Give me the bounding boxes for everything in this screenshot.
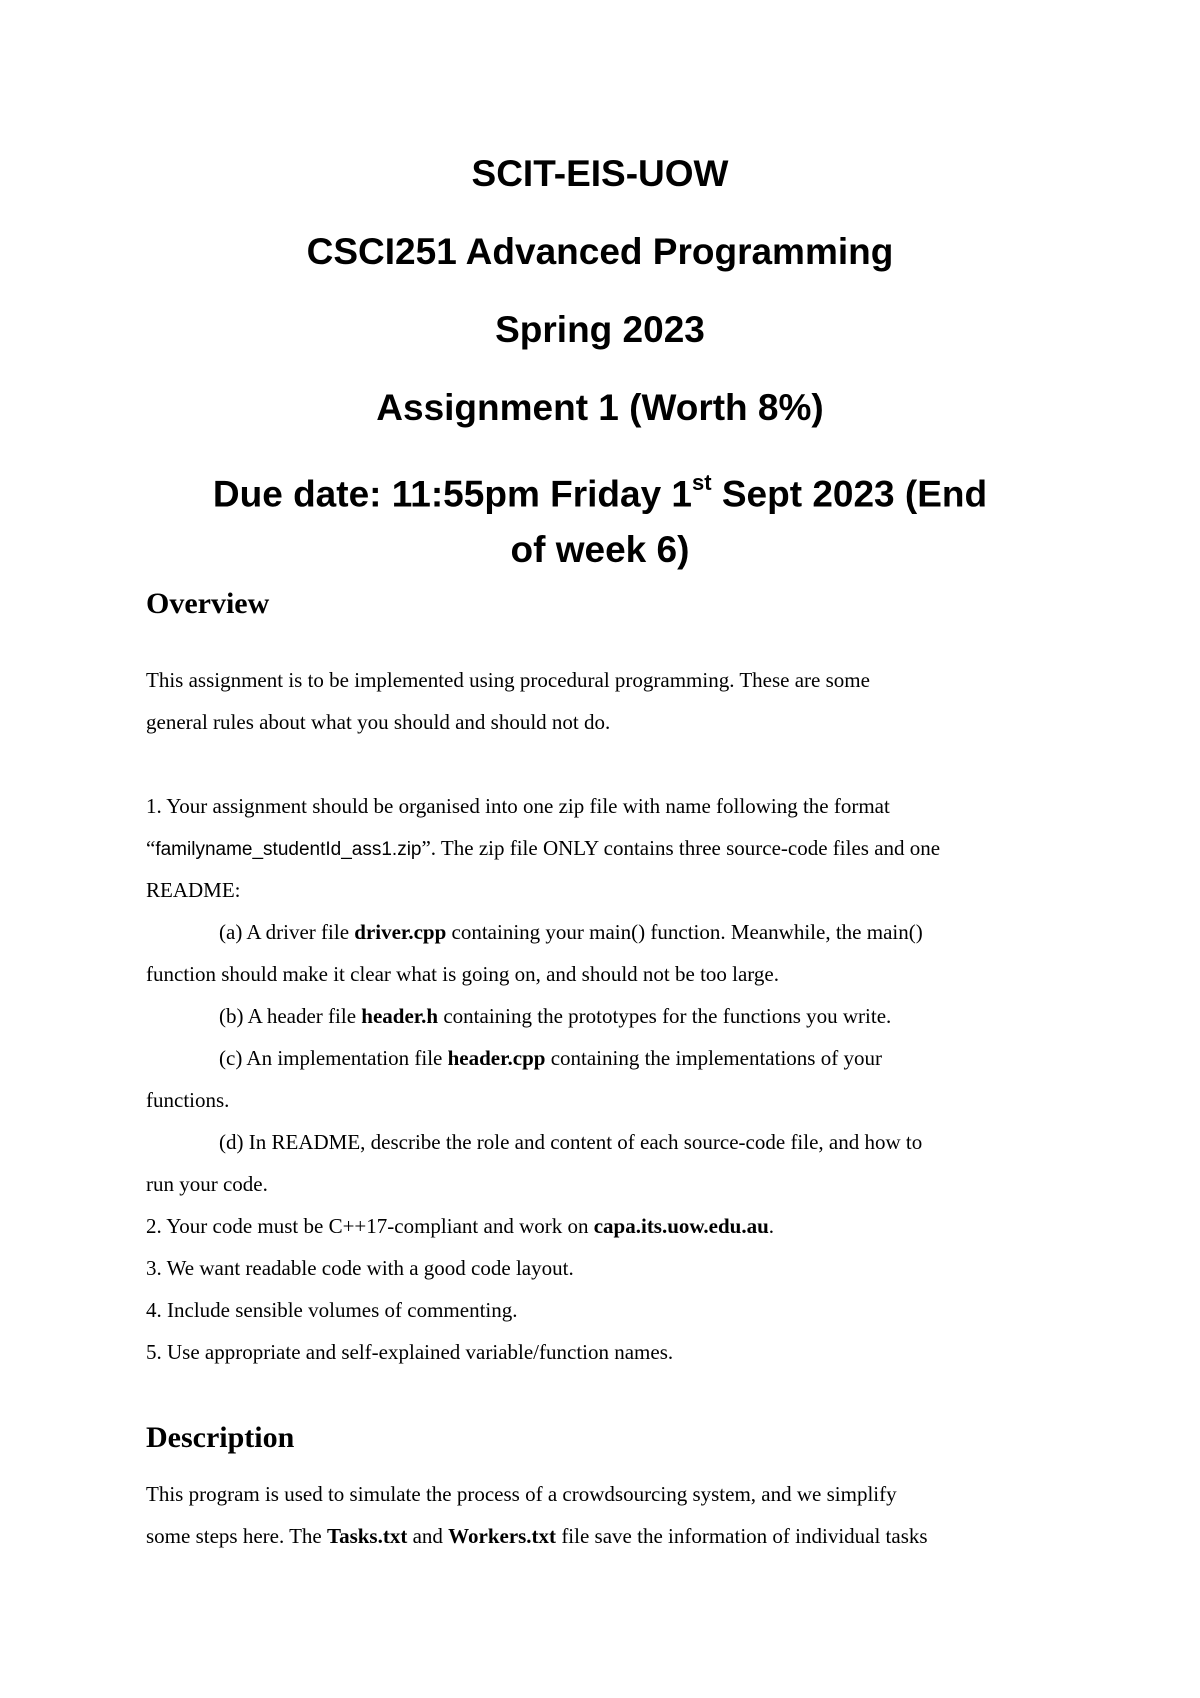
due-date-prefix: Due date: 11:55pm Friday 1 bbox=[212, 473, 693, 515]
server-hostname: capa.its.uow.edu.au bbox=[593, 1214, 769, 1238]
rule-1-line2-rest: ”. The zip file ONLY contains three source-code files and one bbox=[421, 836, 941, 860]
rule-1a-pre: (a) A driver file bbox=[219, 920, 355, 944]
rule-1a-post: containing your main() function. Meanwhile, the main() bbox=[446, 920, 923, 944]
description-line1: This program is used to simulate the process of a crowdsourcing system, and we simplify bbox=[146, 1482, 897, 1506]
rule-1b bbox=[219, 1002, 891, 1030]
rule-1-line1: 1. Your assignment should be organised into one zip file with name following the format bbox=[146, 794, 890, 818]
due-date bbox=[150, 458, 1050, 578]
course-title: CSCI251 Advanced Programming bbox=[306, 231, 894, 272]
description-line2 bbox=[146, 1522, 928, 1550]
due-date-ordinal: st bbox=[692, 470, 712, 495]
rule-1c-post: containing the implementations of your bbox=[545, 1046, 882, 1070]
overview-heading: Overview bbox=[146, 587, 270, 620]
rule-1a-line2: function should make it clear what is going on, and should not be too large. bbox=[146, 962, 779, 986]
rule-4: 4. Include sensible volumes of commenting. bbox=[146, 1298, 518, 1322]
overview-intro-line1: This assignment is to be implemented using procedural programming. These are some bbox=[146, 668, 870, 692]
driver-filename: driver.cpp bbox=[354, 920, 447, 944]
assignment-title: Assignment 1 (Worth 8%) bbox=[376, 387, 824, 428]
overview-intro-line2: general rules about what you should and should not do. bbox=[146, 710, 611, 734]
rule-1d-line2: run your code. bbox=[146, 1172, 268, 1196]
workers-filename: Workers.txt bbox=[448, 1524, 557, 1548]
rule-5: 5. Use appropriate and self-explained variable/function names. bbox=[146, 1340, 674, 1364]
rule-1c-pre: (c) An implementation file bbox=[219, 1046, 448, 1070]
org-title: SCIT-EIS-UOW bbox=[471, 153, 729, 194]
header-filename: header.h bbox=[361, 1004, 439, 1028]
rule-2 bbox=[146, 1212, 774, 1240]
description-line2-pre: some steps here. The bbox=[146, 1524, 327, 1548]
description-line2-post: file save the information of individual tasks bbox=[556, 1524, 928, 1548]
rule-1b-pre: (b) A header file bbox=[219, 1004, 362, 1028]
rule-3: 3. We want readable code with a good code layout. bbox=[146, 1256, 574, 1280]
implementation-filename: header.cpp bbox=[447, 1046, 546, 1070]
rule-2-pre: 2. Your code must be C++17-compliant and work on bbox=[146, 1214, 594, 1238]
quote-open: “ bbox=[146, 836, 156, 860]
rule-1-line2 bbox=[146, 834, 940, 864]
rule-1c bbox=[219, 1044, 882, 1072]
rule-1c-line2: functions. bbox=[146, 1088, 230, 1112]
rule-1d-line1: (d) In README, describe the role and content of each source-code file, and how to bbox=[219, 1130, 923, 1154]
rule-2-post: . bbox=[768, 1214, 775, 1238]
rule-1a bbox=[219, 918, 923, 946]
rule-1b-post: containing the prototypes for the functions you write. bbox=[438, 1004, 892, 1028]
due-date-line2: of week 6) bbox=[510, 529, 690, 571]
description-heading: Description bbox=[146, 1421, 295, 1454]
due-date-suffix: Sept 2023 (End bbox=[711, 473, 988, 515]
description-line2-mid: and bbox=[407, 1524, 449, 1548]
rule-1-line3: README: bbox=[146, 878, 241, 902]
zip-filename-format: familyname_studentId_ass1.zip bbox=[155, 839, 422, 860]
tasks-filename: Tasks.txt bbox=[326, 1524, 408, 1548]
term-title: Spring 2023 bbox=[495, 309, 705, 350]
